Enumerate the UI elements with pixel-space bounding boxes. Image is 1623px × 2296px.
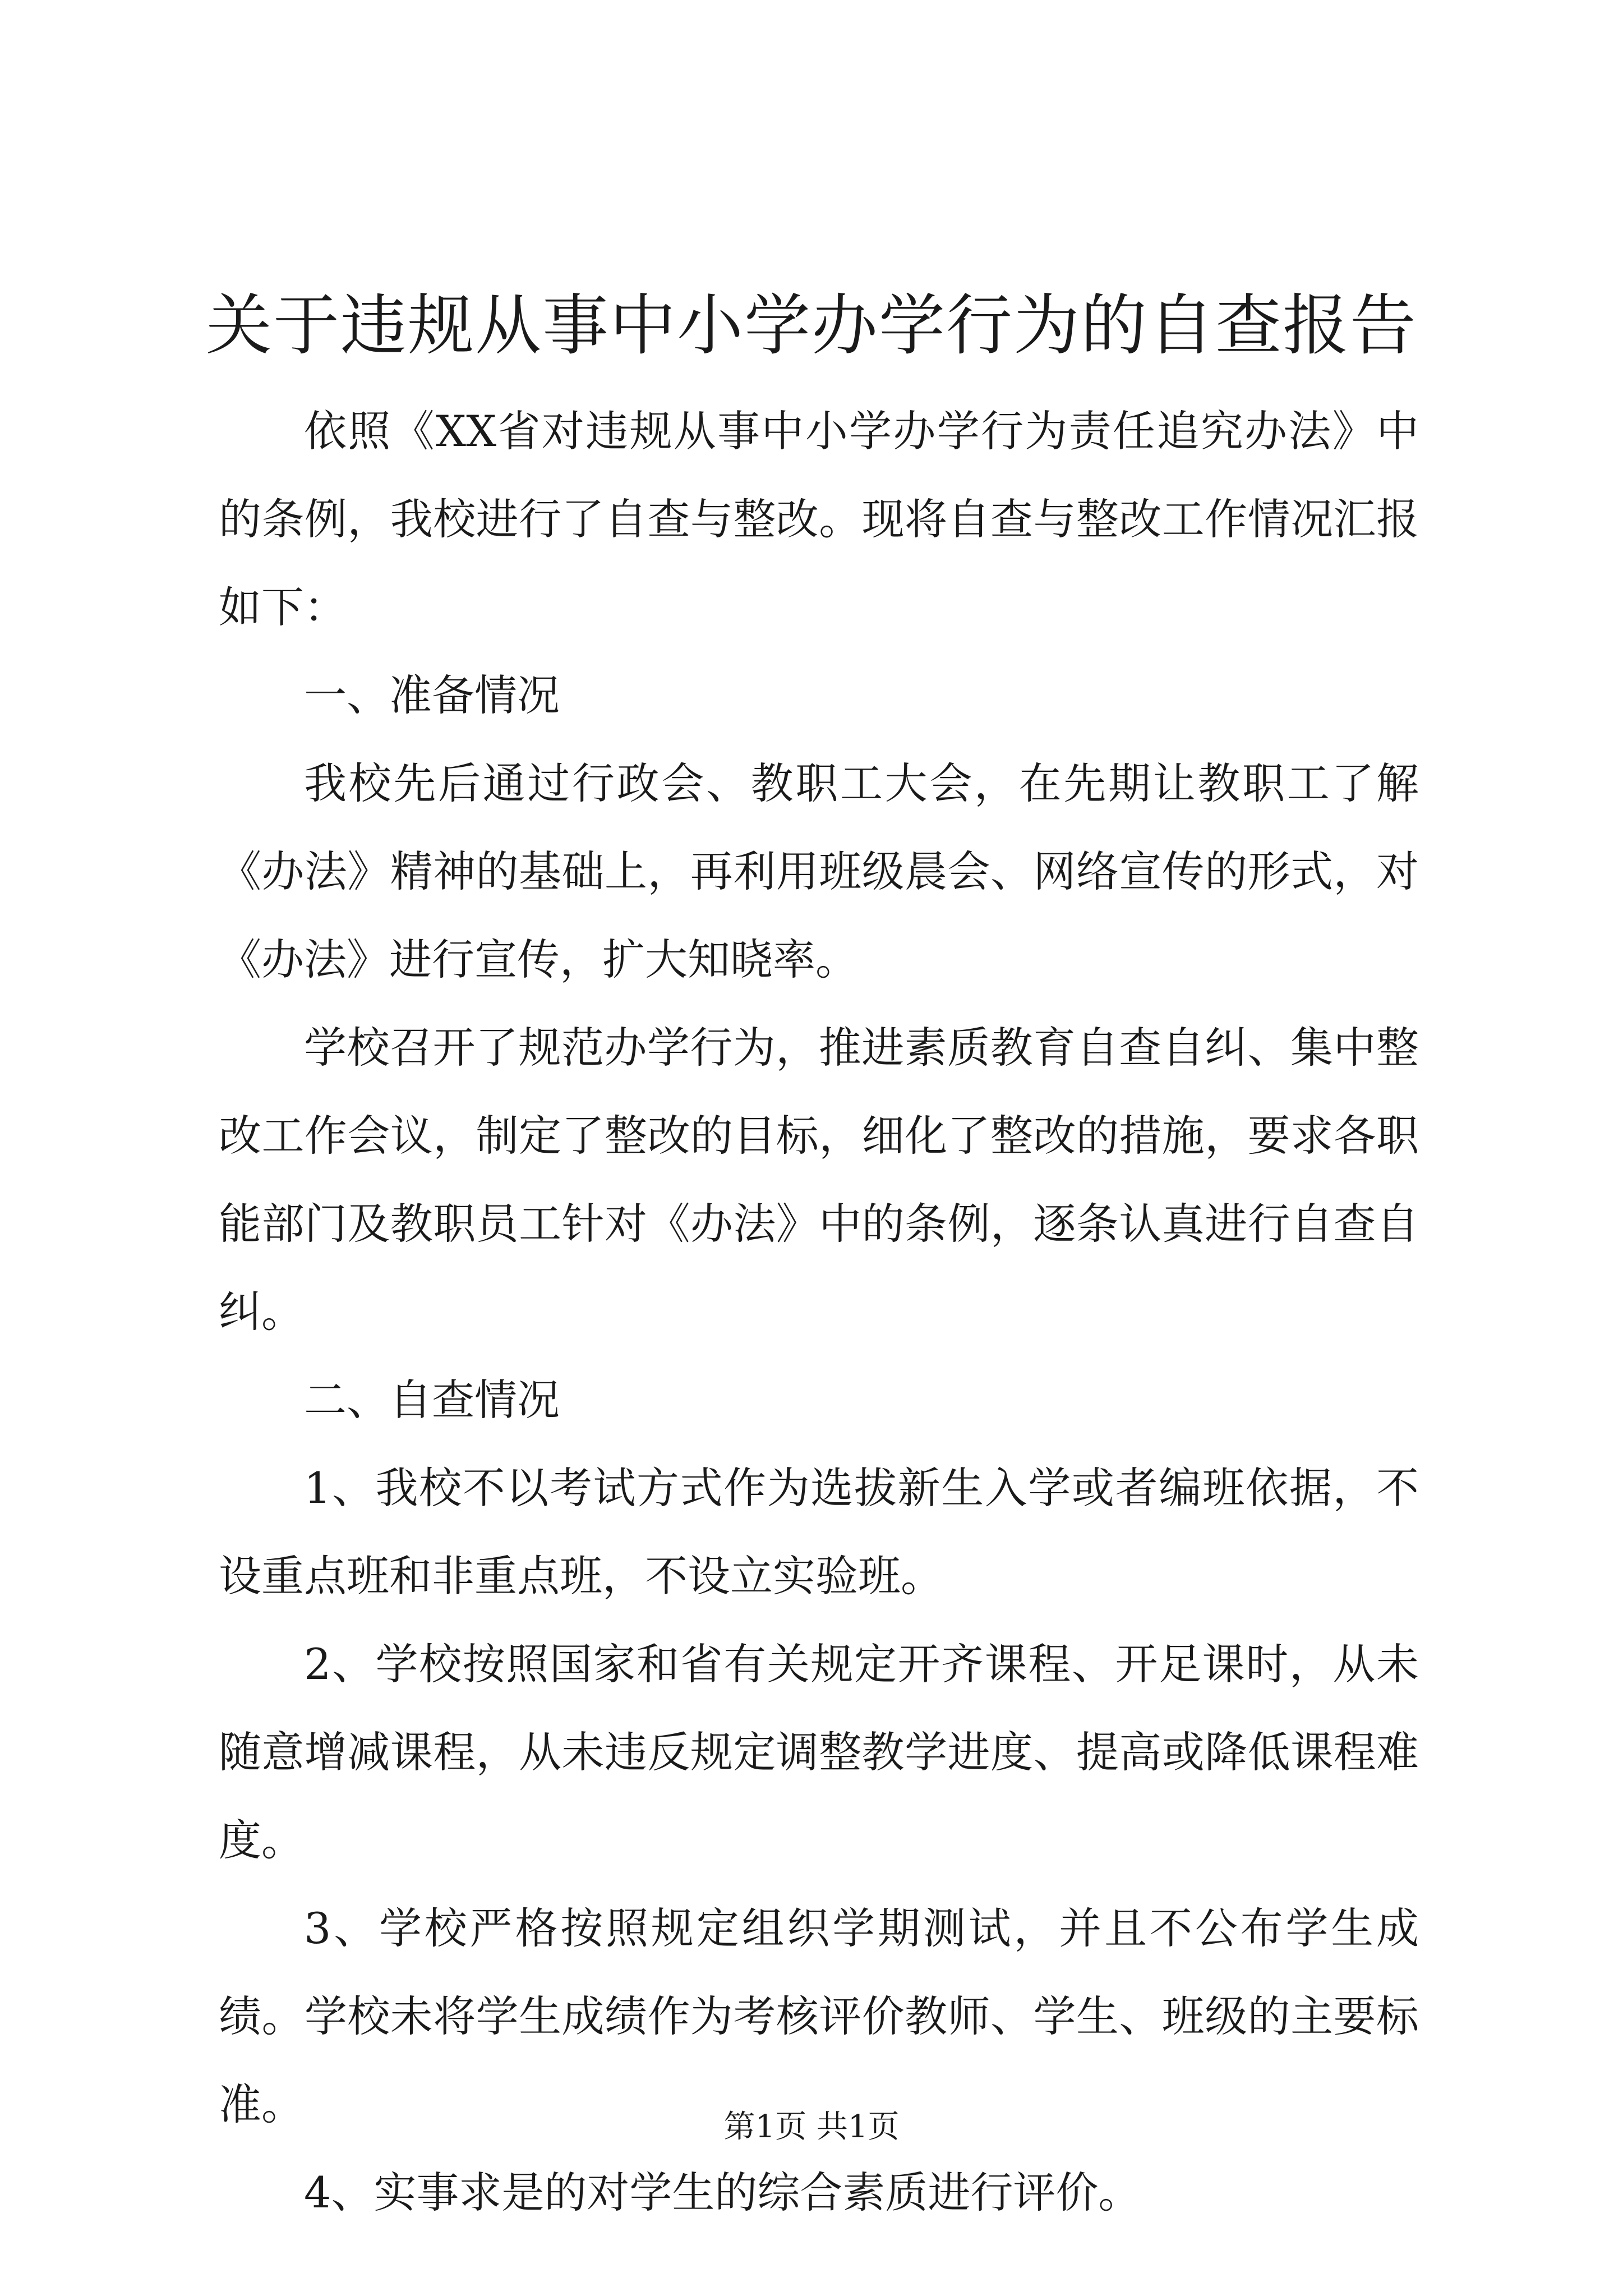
section-heading-self-check: 二、自查情况 <box>304 1375 560 1425</box>
section-heading-preparation: 一、准备情况 <box>304 670 560 720</box>
list-item-1: 1、我校不以考试方式作为选拔新生入学或者编班依据，不设重点班和非重点班，不设立实验班。 <box>219 1463 1419 1601</box>
document-body <box>219 387 1419 2237</box>
page-footer: 第1页 共1页 <box>723 2109 900 2145</box>
list-item-2: 2、学校按照国家和省有关规定开齐课程、开足课时，从未随意增减课程，从未违反规定调整教学进度、提高或降低课程难度。 <box>219 1639 1419 1865</box>
list-item-4: 4、实事求是的对学生的综合素质进行评价。 <box>304 2168 1141 2217</box>
document-title: 关于违规从事中小学办学行为的自查报告 <box>205 287 1417 364</box>
paragraph-preparation-2: 学校召开了规范办学行为，推进素质教育自查自纠、集中整改工作会议，制定了整改的目标，细化了整改的措施，要求各职能部门及教职员工针对《办法》中的条例，逐条认真进行自查自纠。 <box>219 1023 1419 1337</box>
list-item-3: 3、学校严格按照规定组织学期测试，并且不公布学生成绩。学校未将学生成绩作为考核评价教师、学生、班级的主要标准。 <box>219 1903 1419 2129</box>
paragraph-preparation-1: 我校先后通过行政会、教职工大会，在先期让教职工了解《办法》精神的基础上，再利用班级晨会、网络宣传的形式，对《办法》进行宣传，扩大知晓率。 <box>219 758 1419 984</box>
intro-paragraph: 依照《XX省对违规从事中小学办学行为责任追究办法》中的条例，我校进行了自查与整改。现将自查与整改工作情况汇报如下： <box>219 406 1419 632</box>
